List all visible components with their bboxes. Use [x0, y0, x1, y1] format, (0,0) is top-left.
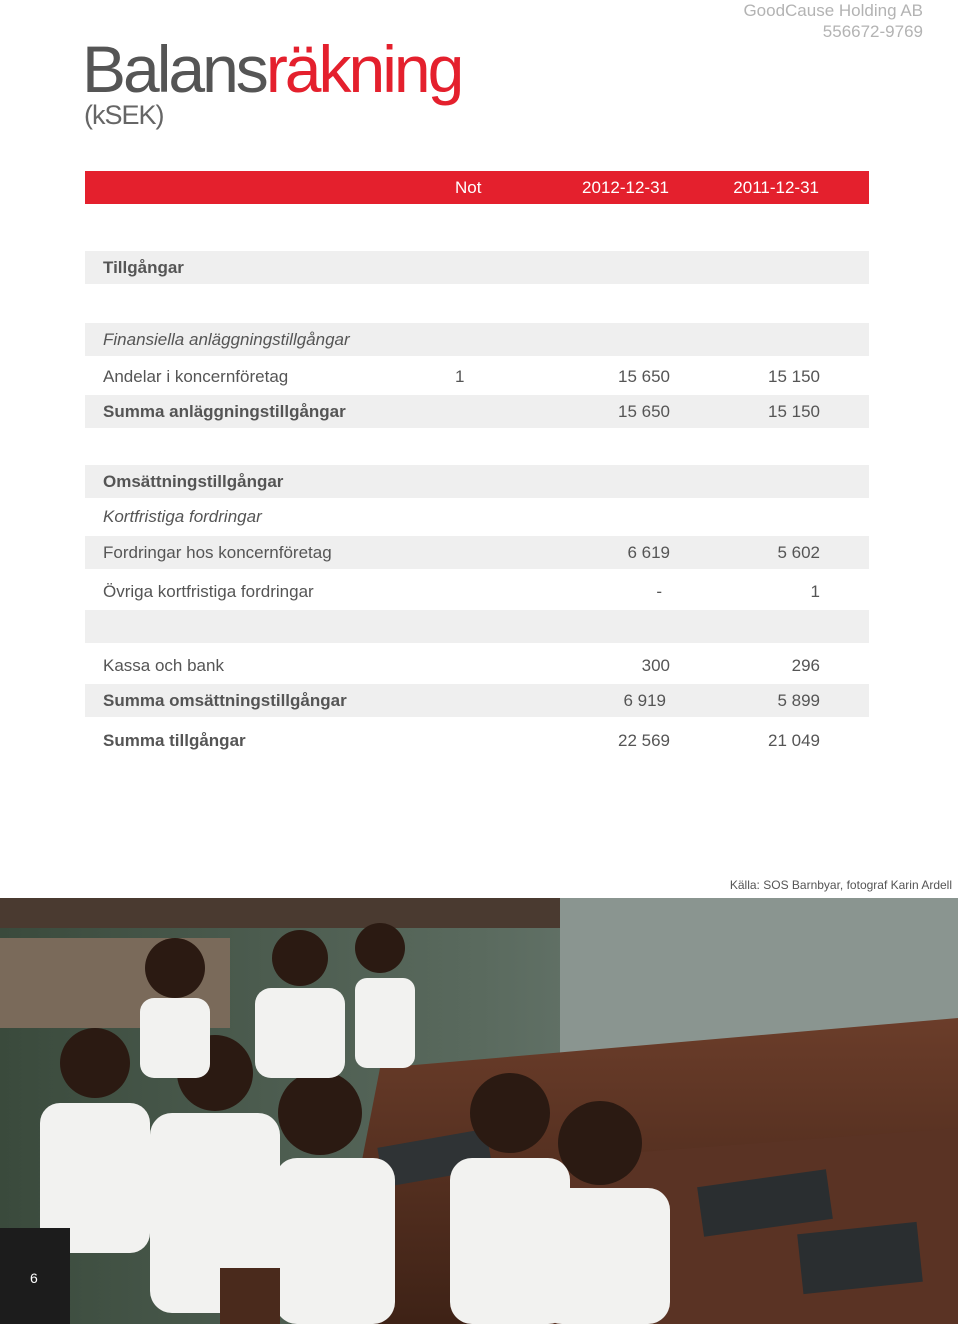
- header-col2: 2011-12-31: [733, 178, 819, 197]
- row-label: Omsättningstillgångar: [103, 472, 284, 491]
- company-info: [743, 0, 923, 42]
- row-label: Summa anläggningstillgångar: [103, 402, 346, 421]
- row-label: Summa tillgångar: [103, 731, 246, 750]
- table-row: [85, 465, 869, 498]
- page-title: [82, 28, 461, 110]
- photo-caption: Källa: SOS Barnbyar, fotograf Karin Ardell: [729, 878, 952, 892]
- row-label: Finansiella anläggningstillgångar: [103, 330, 350, 349]
- row-value-2011: 15 150: [768, 367, 820, 386]
- table-row: [85, 684, 869, 717]
- table-row: [85, 360, 869, 393]
- row-value-2012: -: [656, 582, 662, 601]
- row-label: Kassa och bank: [103, 656, 224, 675]
- row-value-2012: 6 619: [627, 543, 670, 562]
- row-value-2011: 5 602: [777, 543, 820, 562]
- table-row: [85, 724, 869, 757]
- row-value-2012: 6 919: [623, 691, 666, 710]
- row-label: Andelar i koncernföretag: [103, 367, 289, 386]
- company-name: GoodCause Holding AB: [743, 1, 923, 20]
- row-label: Summa omsättningstillgångar: [103, 691, 347, 710]
- table-row: [85, 323, 869, 356]
- row-value-2012: 15 650: [618, 402, 670, 421]
- table-row-empty: [85, 610, 869, 643]
- table-header: [85, 171, 869, 204]
- table-row: [85, 500, 869, 533]
- row-value-2011: 296: [791, 656, 820, 675]
- title-part1: Balans: [82, 32, 266, 106]
- row-label: Övriga kortfristiga fordringar: [103, 582, 314, 601]
- row-value-2011: 1: [810, 582, 820, 601]
- title-part2: räkning: [265, 32, 462, 106]
- classroom-photo: [0, 898, 958, 1324]
- row-value-2011: 5 899: [777, 691, 820, 710]
- row-value-2012: 22 569: [618, 731, 670, 750]
- unit-label: (kSEK): [84, 100, 164, 130]
- table-row: [85, 536, 869, 569]
- table-row: [85, 395, 869, 428]
- header-col1: 2012-12-31: [582, 178, 669, 197]
- row-value-2012: 300: [641, 656, 670, 675]
- table-row: [85, 251, 869, 284]
- row-value-2011: 15 150: [768, 402, 820, 421]
- table-row: [85, 649, 869, 682]
- row-label: Fordringar hos koncernföretag: [103, 543, 332, 562]
- row-value-2011: 21 049: [768, 731, 820, 750]
- page-number: 6: [30, 1270, 38, 1286]
- classroom-photo-illustration: [0, 898, 958, 1324]
- row-label: Tillgångar: [103, 258, 184, 277]
- header-not: Not: [455, 178, 482, 197]
- table-row: [85, 575, 869, 608]
- row-label: Kortfristiga fordringar: [103, 507, 262, 526]
- row-not: 1: [455, 367, 465, 386]
- row-value-2012: 15 650: [618, 367, 670, 386]
- org-number: 556672-9769: [822, 22, 923, 41]
